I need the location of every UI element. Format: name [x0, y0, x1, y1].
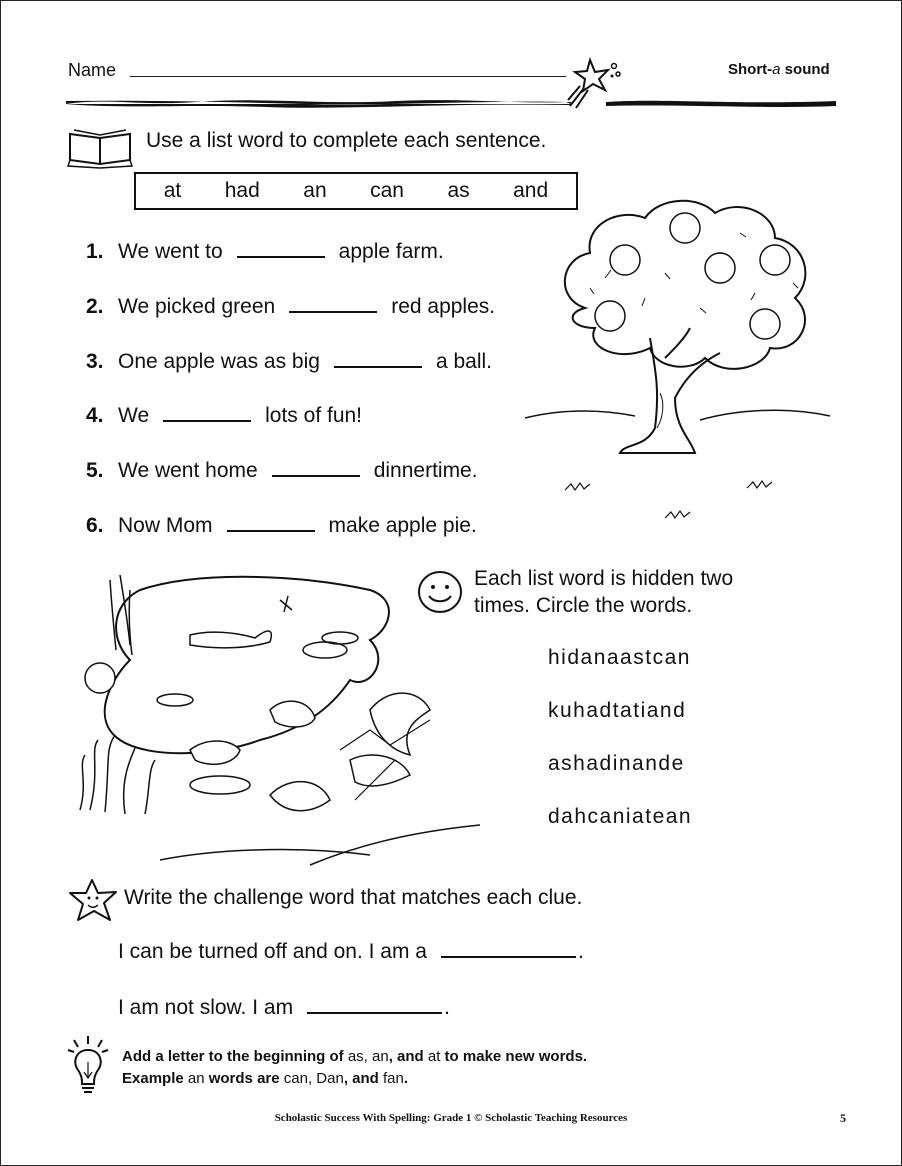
- list-word: can: [370, 179, 404, 202]
- section1-instruction: Use a list word to complete each sentence.: [146, 129, 547, 152]
- list-word: an: [303, 179, 327, 202]
- section2-instruction-line2: times. Circle the words.: [474, 594, 693, 617]
- smiley-face-icon: [416, 570, 464, 614]
- book-icon: [66, 128, 134, 168]
- sentence-6: 6. Now Mom make apple pie.: [86, 514, 477, 537]
- list-word: as: [447, 179, 470, 202]
- word-list-box: [134, 172, 578, 210]
- clue-1: I can be turned off and on. I am a .: [118, 940, 584, 963]
- name-label: Name: [68, 60, 117, 80]
- answer-blank[interactable]: [441, 940, 576, 958]
- apple-tree-illustration: [525, 188, 835, 528]
- tip-line-2: Example an words are can, Dan, and fan.: [122, 1070, 409, 1087]
- list-word: and: [513, 179, 549, 202]
- answer-blank[interactable]: [334, 350, 422, 368]
- tip-text: [122, 1046, 587, 1090]
- answer-blank[interactable]: [289, 295, 377, 313]
- sentence-5: 5. We went home dinnertime.: [86, 459, 478, 482]
- topic-label: Short-a sound: [728, 61, 830, 78]
- list-word: at: [163, 179, 182, 202]
- word-search-row[interactable]: hidanaastcan: [548, 646, 691, 669]
- name-input-line[interactable]: [130, 76, 566, 77]
- section3-instruction: Write the challenge word that matches each clue.: [124, 886, 583, 909]
- lightbulb-icon: [66, 1034, 110, 1096]
- answer-blank[interactable]: [227, 514, 315, 532]
- sentence-4: 4. We lots of fun!: [86, 404, 363, 427]
- sentence-3: 3. One apple was as big a ball.: [86, 350, 493, 373]
- answer-blank[interactable]: [237, 240, 325, 258]
- word-search-row[interactable]: kuhadtatiand: [548, 699, 687, 722]
- sentence-2: 2. We picked green red apples.: [86, 295, 496, 318]
- star-face-icon: [66, 878, 122, 924]
- sentence-1: 1. We went to apple farm.: [86, 240, 444, 263]
- clue-2: I am not slow. I am .: [118, 996, 450, 1019]
- answer-blank[interactable]: [307, 996, 442, 1014]
- answer-blank[interactable]: [272, 459, 360, 477]
- word-search-row[interactable]: dahcaniatean: [548, 805, 693, 828]
- tip-line-1: Add a letter to the beginning of as, an, and at to make new words.: [122, 1048, 588, 1065]
- section2-instruction-line1: Each list word is hidden two: [474, 567, 734, 590]
- footer-credit: Scholastic Success With Spelling: Grade 1 © Scholastic Teaching Resources: [274, 1112, 628, 1124]
- page-number: 5: [840, 1111, 846, 1125]
- answer-blank[interactable]: [163, 404, 251, 422]
- word-search-row[interactable]: ashadinande: [548, 752, 685, 775]
- list-word: had: [224, 179, 260, 202]
- brush-stroke-divider: [66, 92, 836, 112]
